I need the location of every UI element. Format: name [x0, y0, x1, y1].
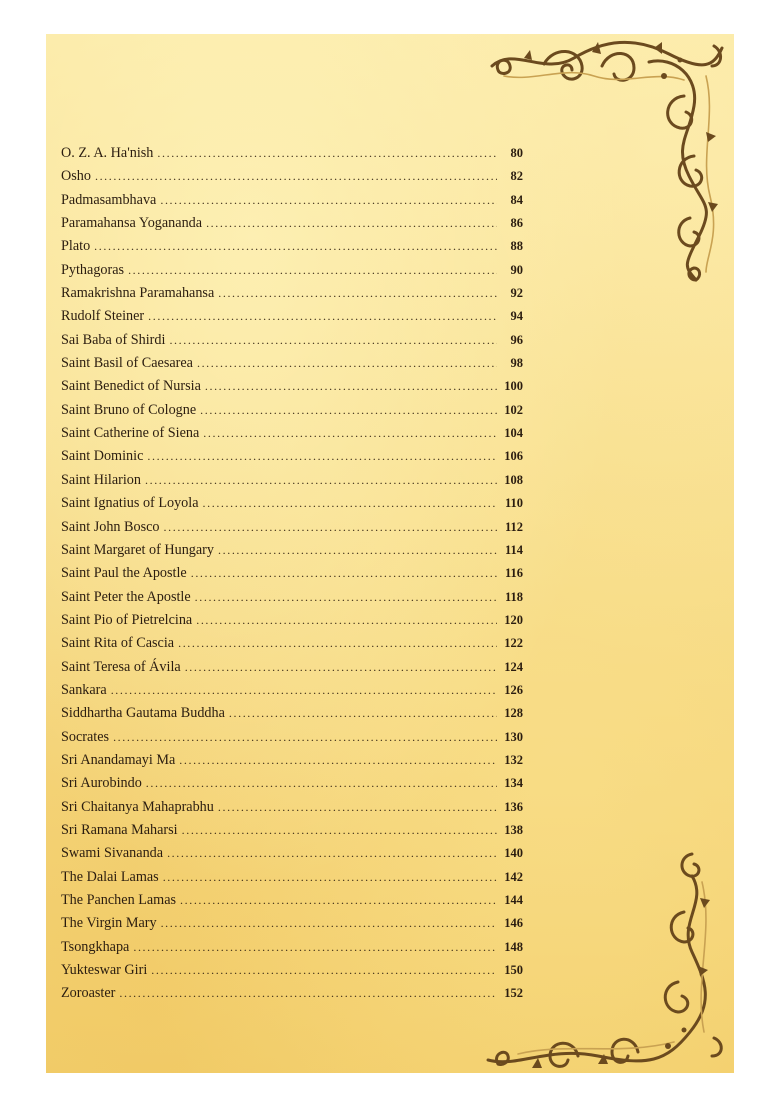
table-of-contents [61, 145, 523, 1009]
toc-entry-page: 146 [504, 916, 523, 931]
toc-entry-page: 108 [504, 472, 523, 487]
dot-leader [133, 940, 497, 955]
toc-entry-title: Osho [61, 168, 91, 185]
toc-entry-title: Saint Benedict of Nursia [61, 378, 201, 395]
toc-entry-page: 140 [504, 846, 523, 861]
toc-entry-page: 88 [510, 239, 523, 254]
dot-leader [182, 823, 497, 838]
toc-entry[interactable] [61, 635, 523, 658]
toc-entry-title: Saint Hilarion [61, 471, 141, 488]
toc-entry-title: Saint Teresa of Ávila [61, 658, 181, 675]
dot-leader [200, 403, 497, 418]
toc-entry-title: Sai Baba of Shirdi [61, 331, 166, 348]
toc-entry-title: Socrates [61, 728, 110, 745]
toc-entry-page: 106 [504, 449, 523, 464]
toc-entry[interactable] [61, 682, 523, 705]
dot-leader [160, 193, 497, 208]
toc-entry-title: Saint Catherine of Siena [61, 425, 200, 442]
dot-leader [218, 543, 497, 558]
toc-entry[interactable] [61, 332, 523, 355]
toc-entry[interactable] [61, 939, 523, 962]
toc-entry-page: 134 [504, 776, 523, 791]
toc-entry[interactable] [61, 238, 523, 261]
dot-leader [196, 613, 497, 628]
dot-leader [128, 263, 497, 278]
toc-entry[interactable] [61, 915, 523, 938]
toc-entry-title: Saint Ignatius of Loyola [61, 495, 199, 512]
dot-leader [157, 146, 497, 161]
dot-leader [147, 449, 497, 464]
toc-entry-page: 130 [504, 729, 523, 744]
toc-entry-title: Saint John Bosco [61, 518, 160, 535]
toc-entry[interactable] [61, 448, 523, 471]
toc-entry-title: The Virgin Mary [61, 915, 157, 932]
toc-entry-title: Swami Sivananda [61, 845, 164, 862]
toc-entry[interactable] [61, 519, 523, 542]
dot-leader [197, 356, 497, 371]
toc-entry-title: Sankara [61, 681, 107, 698]
toc-entry[interactable] [61, 402, 523, 425]
dot-leader [163, 870, 497, 885]
toc-entry-page: 112 [504, 519, 523, 534]
toc-entry-page: 116 [504, 566, 523, 581]
dot-leader [218, 286, 497, 301]
dot-leader [146, 776, 497, 791]
toc-entry-page: 86 [510, 216, 523, 231]
toc-entry[interactable] [61, 729, 523, 752]
toc-entry-page: 94 [510, 309, 523, 324]
toc-entry-page: 84 [510, 192, 523, 207]
toc-entry-title: Saint Pio of Pietrelcina [61, 611, 193, 628]
toc-entry[interactable] [61, 869, 523, 892]
toc-entry-page: 124 [504, 659, 523, 674]
toc-entry-title: O. Z. A. Ha'nish [61, 145, 154, 161]
toc-entry-title: Pythagoras [61, 261, 125, 278]
toc-entry-page: 114 [504, 542, 523, 557]
toc-entry-page: 82 [510, 169, 523, 184]
dot-leader [206, 216, 497, 231]
toc-entry[interactable] [61, 612, 523, 635]
toc-entry-title: Siddhartha Gautama Buddha [61, 705, 225, 722]
toc-entry[interactable] [61, 542, 523, 565]
toc-entry-page: 128 [504, 706, 523, 721]
dot-leader [180, 893, 497, 908]
toc-entry-page: 118 [504, 589, 523, 604]
toc-entry-title: Saint Paul the Apostle [61, 565, 187, 582]
toc-entry[interactable] [61, 752, 523, 775]
dot-leader [203, 426, 497, 441]
dot-leader [113, 730, 497, 745]
toc-entry-title: Saint Basil of Caesarea [61, 355, 193, 372]
toc-entry-page: 104 [504, 426, 523, 441]
dot-leader [169, 333, 497, 348]
dot-leader [161, 916, 497, 931]
toc-entry-title: Tsongkhapa [61, 938, 130, 955]
toc-entry[interactable] [61, 262, 523, 285]
toc-entry[interactable] [61, 799, 523, 822]
dot-leader [178, 636, 497, 651]
toc-entry-page: 132 [504, 752, 523, 767]
toc-entry[interactable] [61, 565, 523, 588]
toc-entry-page: 126 [504, 682, 523, 697]
toc-entry-page: 90 [510, 262, 523, 277]
toc-entry-title: Saint Bruno of Cologne [61, 401, 197, 418]
dot-leader [179, 753, 497, 768]
toc-entry-page: 110 [504, 496, 523, 511]
dot-leader [111, 683, 497, 698]
book-page [46, 34, 734, 1073]
dot-leader [167, 846, 497, 861]
toc-entry[interactable] [61, 215, 523, 238]
dot-leader [195, 590, 497, 605]
toc-entry-page: 100 [504, 379, 523, 394]
toc-entry-page: 148 [504, 939, 523, 954]
toc-entry[interactable] [61, 822, 523, 845]
toc-entry[interactable] [61, 168, 523, 191]
toc-entry[interactable] [61, 705, 523, 728]
toc-entry[interactable] [61, 145, 523, 168]
dot-leader [205, 379, 497, 394]
toc-entry[interactable] [61, 378, 523, 401]
dot-leader [191, 566, 497, 581]
toc-entry-title: The Panchen Lamas [61, 892, 177, 908]
toc-entry-page: 80 [510, 146, 523, 160]
toc-entry-page: 92 [510, 286, 523, 301]
toc-entry-page: 152 [504, 986, 523, 1001]
toc-entry-title: Saint Margaret of Hungary [61, 541, 215, 558]
toc-entry[interactable] [61, 659, 523, 682]
toc-entry-title: Sri Chaitanya Mahaprabhu [61, 798, 214, 815]
toc-entry-title: Saint Peter the Apostle [61, 588, 191, 605]
toc-entry-page: 98 [510, 356, 523, 371]
dot-leader [229, 706, 497, 721]
dot-leader [218, 800, 497, 815]
toc-entry[interactable] [61, 285, 523, 308]
toc-entry[interactable] [61, 355, 523, 378]
toc-entry-page: 122 [504, 636, 523, 651]
toc-entry[interactable] [61, 892, 523, 915]
dot-leader [119, 986, 497, 1001]
toc-entry[interactable] [61, 962, 523, 985]
toc-entry[interactable] [61, 472, 523, 495]
toc-entry[interactable] [61, 775, 523, 798]
toc-entry-title: Plato [61, 238, 91, 255]
toc-entry-page: 144 [504, 893, 523, 907]
toc-entry-title: Zoroaster [61, 985, 116, 1002]
toc-entry-title: Rudolf Steiner [61, 308, 145, 325]
toc-entry[interactable] [61, 495, 523, 518]
dot-leader [148, 309, 497, 324]
toc-entry-title: Paramahansa Yogananda [61, 215, 203, 232]
dot-leader [95, 169, 497, 184]
toc-entry-title: Sri Ramana Maharsi [61, 821, 178, 838]
toc-entry-title: Padmasambhava [61, 191, 157, 208]
toc-entry[interactable] [61, 985, 523, 1008]
toc-entry-page: 120 [504, 612, 523, 627]
toc-entry[interactable] [61, 589, 523, 612]
toc-entry-page: 150 [504, 963, 523, 978]
toc-entry-title: Saint Rita of Cascia [61, 635, 175, 652]
toc-entry-page: 136 [504, 799, 523, 814]
dot-leader [164, 520, 497, 535]
toc-entry[interactable] [61, 192, 523, 215]
toc-entry-title: Saint Dominic [61, 448, 144, 465]
toc-entry-title: Ramakrishna Paramahansa [61, 285, 215, 302]
dot-leader [151, 963, 497, 978]
toc-entry-page: 96 [510, 332, 523, 347]
dot-leader [94, 239, 497, 254]
toc-entry-title: The Dalai Lamas [61, 868, 159, 885]
toc-entry-title: Sri Anandamayi Ma [61, 751, 176, 768]
dot-leader [203, 496, 497, 511]
toc-entry-page: 102 [504, 402, 523, 417]
dot-leader [185, 660, 497, 675]
toc-entry[interactable] [61, 425, 523, 448]
toc-entry[interactable] [61, 845, 523, 868]
toc-entry[interactable] [61, 308, 523, 331]
toc-entry-title: Sri Aurobindo [61, 775, 142, 792]
dot-leader [145, 473, 497, 488]
toc-entry-page: 138 [504, 822, 523, 837]
toc-entry-page: 142 [504, 869, 523, 884]
toc-entry-title: Yukteswar Giri [61, 962, 148, 979]
